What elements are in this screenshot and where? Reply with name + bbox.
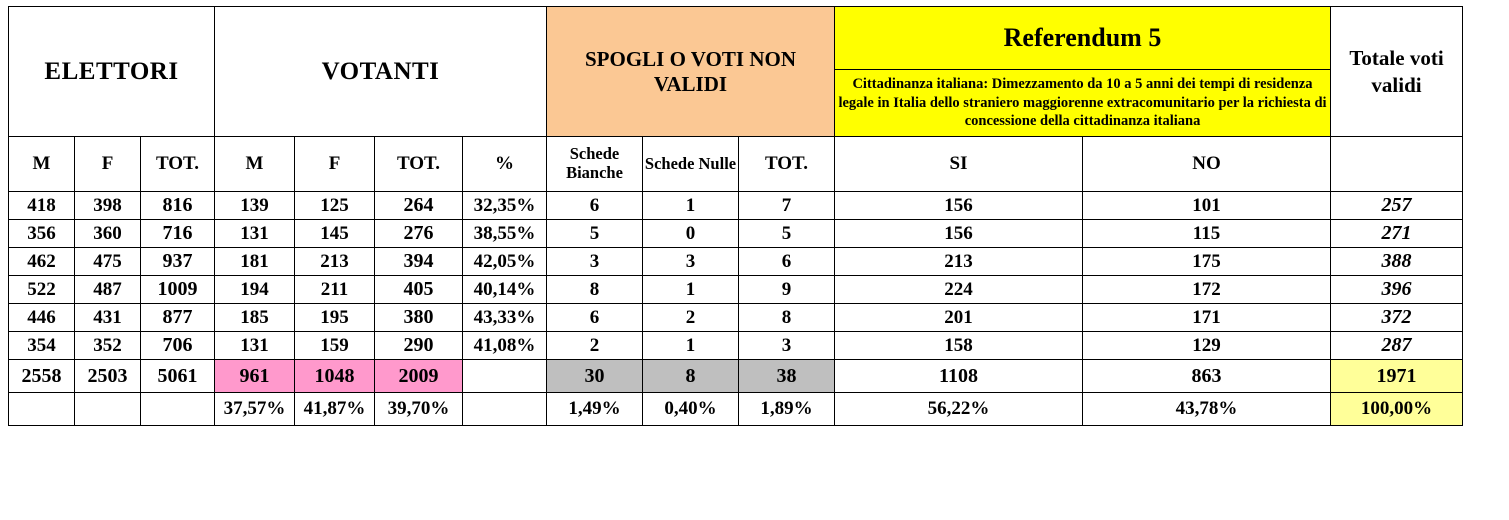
- total-votanti-tot: 2009: [375, 360, 463, 393]
- cell-votanti-perc: 41,08%: [463, 332, 547, 360]
- cell-elettori-f: 431: [75, 304, 141, 332]
- election-results-table: [8, 6, 1463, 426]
- cell-votanti-perc: 43,33%: [463, 304, 547, 332]
- cell-votanti-perc: 40,14%: [463, 276, 547, 304]
- perc-schede-bianche: 1,49%: [547, 393, 643, 426]
- cell-votanti-m: 181: [215, 248, 295, 276]
- cell-elettori-m: 354: [9, 332, 75, 360]
- cell-votanti-perc: 38,55%: [463, 220, 547, 248]
- spacer-cell: [9, 393, 75, 426]
- cell-elettori-f: 360: [75, 220, 141, 248]
- cell-votanti-f: 213: [295, 248, 375, 276]
- cell-totale-validi: 372: [1331, 304, 1463, 332]
- cell-votanti-f: 159: [295, 332, 375, 360]
- cell-totale-validi: 388: [1331, 248, 1463, 276]
- perc-schede-nulle: 0,40%: [643, 393, 739, 426]
- cell-elettori-m: 446: [9, 304, 75, 332]
- cell-votanti-m: 131: [215, 332, 295, 360]
- cell-si: 213: [835, 248, 1083, 276]
- cell-schede-nulle: 1: [643, 332, 739, 360]
- perc-si: 56,22%: [835, 393, 1083, 426]
- total-si: 1108: [835, 360, 1083, 393]
- cell-votanti-m: 194: [215, 276, 295, 304]
- table-row: [9, 332, 1463, 360]
- cell-no: 129: [1083, 332, 1331, 360]
- table-row: [9, 220, 1463, 248]
- table-row: [9, 304, 1463, 332]
- cell-spogli-tot: 5: [739, 220, 835, 248]
- table-row: [9, 276, 1463, 304]
- cell-elettori-f: 398: [75, 192, 141, 220]
- subheader-si: SI: [835, 137, 1083, 192]
- cell-elettori-m: 356: [9, 220, 75, 248]
- cell-votanti-tot: 264: [375, 192, 463, 220]
- cell-no: 175: [1083, 248, 1331, 276]
- cell-elettori-tot: 706: [141, 332, 215, 360]
- cell-elettori-m: 418: [9, 192, 75, 220]
- cell-si: 224: [835, 276, 1083, 304]
- cell-elettori-m: 462: [9, 248, 75, 276]
- cell-elettori-f: 487: [75, 276, 141, 304]
- total-schede-nulle: 8: [643, 360, 739, 393]
- cell-votanti-tot: 405: [375, 276, 463, 304]
- cell-schede-nulle: 3: [643, 248, 739, 276]
- perc-spogli-tot: 1,89%: [739, 393, 835, 426]
- subheader-schede-nulle: Schede Nulle: [643, 137, 739, 192]
- cell-si: 158: [835, 332, 1083, 360]
- subheader-votanti-f: F: [295, 137, 375, 192]
- cell-totale-validi: 257: [1331, 192, 1463, 220]
- cell-elettori-tot: 877: [141, 304, 215, 332]
- cell-elettori-tot: 716: [141, 220, 215, 248]
- cell-no: 101: [1083, 192, 1331, 220]
- cell-elettori-tot: 816: [141, 192, 215, 220]
- subheader-votanti-tot: TOT.: [375, 137, 463, 192]
- cell-spogli-tot: 7: [739, 192, 835, 220]
- cell-elettori-f: 352: [75, 332, 141, 360]
- cell-votanti-perc: 42,05%: [463, 248, 547, 276]
- header-row-main: [9, 7, 1463, 70]
- cell-schede-bianche: 6: [547, 304, 643, 332]
- totals-row: [9, 360, 1463, 393]
- total-elettori-tot: 5061: [141, 360, 215, 393]
- subheader-schede-bianche: Schede Bianche: [547, 137, 643, 192]
- total-elettori-f: 2503: [75, 360, 141, 393]
- cell-votanti-perc: 32,35%: [463, 192, 547, 220]
- cell-si: 201: [835, 304, 1083, 332]
- spacer-cell: [141, 393, 215, 426]
- cell-elettori-f: 475: [75, 248, 141, 276]
- cell-totale-validi: 396: [1331, 276, 1463, 304]
- cell-schede-nulle: 0: [643, 220, 739, 248]
- cell-votanti-m: 185: [215, 304, 295, 332]
- perc-no: 43,78%: [1083, 393, 1331, 426]
- subheader-no: NO: [1083, 137, 1331, 192]
- cell-spogli-tot: 3: [739, 332, 835, 360]
- perc-votanti-perc: [463, 393, 547, 426]
- cell-no: 115: [1083, 220, 1331, 248]
- cell-totale-validi: 287: [1331, 332, 1463, 360]
- cell-schede-bianche: 6: [547, 192, 643, 220]
- perc-totale-validi: 100,00%: [1331, 393, 1463, 426]
- cell-votanti-f: 211: [295, 276, 375, 304]
- cell-votanti-f: 145: [295, 220, 375, 248]
- cell-votanti-tot: 394: [375, 248, 463, 276]
- cell-votanti-f: 195: [295, 304, 375, 332]
- cell-spogli-tot: 8: [739, 304, 835, 332]
- cell-schede-nulle: 2: [643, 304, 739, 332]
- cell-votanti-tot: 290: [375, 332, 463, 360]
- cell-votanti-m: 139: [215, 192, 295, 220]
- subheader-totale-validi: [1331, 137, 1463, 192]
- total-totale-validi: 1971: [1331, 360, 1463, 393]
- perc-votanti-tot: 39,70%: [375, 393, 463, 426]
- total-schede-bianche: 30: [547, 360, 643, 393]
- cell-votanti-tot: 276: [375, 220, 463, 248]
- header-totale-voti-validi: Totale voti validi: [1331, 7, 1463, 137]
- subheader-elettori-m: M: [9, 137, 75, 192]
- cell-schede-nulle: 1: [643, 276, 739, 304]
- perc-votanti-m: 37,57%: [215, 393, 295, 426]
- header-referendum-subtitle: Cittadinanza italiana: Dimezzamento da 10 a 5 anni dei tempi di residenza legale in Italia dello straniero maggiorenne extracomunitario per la richiesta di concessione della cittadinanza italiana: [835, 70, 1331, 137]
- header-votanti: VOTANTI: [215, 7, 547, 137]
- subheader-spogli-tot: TOT.: [739, 137, 835, 192]
- header-row-sub: [9, 137, 1463, 192]
- spacer-cell: [75, 393, 141, 426]
- total-votanti-m: 961: [215, 360, 295, 393]
- subheader-votanti-perc: %: [463, 137, 547, 192]
- cell-votanti-f: 125: [295, 192, 375, 220]
- header-spogli: SPOGLI O VOTI NON VALIDI: [547, 7, 835, 137]
- total-votanti-perc: [463, 360, 547, 393]
- cell-schede-bianche: 8: [547, 276, 643, 304]
- cell-schede-bianche: 3: [547, 248, 643, 276]
- subheader-elettori-tot: TOT.: [141, 137, 215, 192]
- cell-elettori-m: 522: [9, 276, 75, 304]
- subheader-elettori-f: F: [75, 137, 141, 192]
- cell-spogli-tot: 6: [739, 248, 835, 276]
- total-no: 863: [1083, 360, 1331, 393]
- subheader-votanti-m: M: [215, 137, 295, 192]
- cell-spogli-tot: 9: [739, 276, 835, 304]
- total-elettori-m: 2558: [9, 360, 75, 393]
- total-votanti-f: 1048: [295, 360, 375, 393]
- cell-elettori-tot: 1009: [141, 276, 215, 304]
- cell-schede-bianche: 5: [547, 220, 643, 248]
- percentages-row: [9, 393, 1463, 426]
- table-row: [9, 248, 1463, 276]
- cell-no: 171: [1083, 304, 1331, 332]
- header-elettori: ELETTORI: [9, 7, 215, 137]
- cell-totale-validi: 271: [1331, 220, 1463, 248]
- cell-elettori-tot: 937: [141, 248, 215, 276]
- header-referendum-title: Referendum 5: [835, 7, 1331, 70]
- perc-votanti-f: 41,87%: [295, 393, 375, 426]
- cell-si: 156: [835, 192, 1083, 220]
- cell-votanti-m: 131: [215, 220, 295, 248]
- cell-votanti-tot: 380: [375, 304, 463, 332]
- cell-schede-bianche: 2: [547, 332, 643, 360]
- table-row: [9, 192, 1463, 220]
- cell-no: 172: [1083, 276, 1331, 304]
- cell-schede-nulle: 1: [643, 192, 739, 220]
- total-spogli-tot: 38: [739, 360, 835, 393]
- cell-si: 156: [835, 220, 1083, 248]
